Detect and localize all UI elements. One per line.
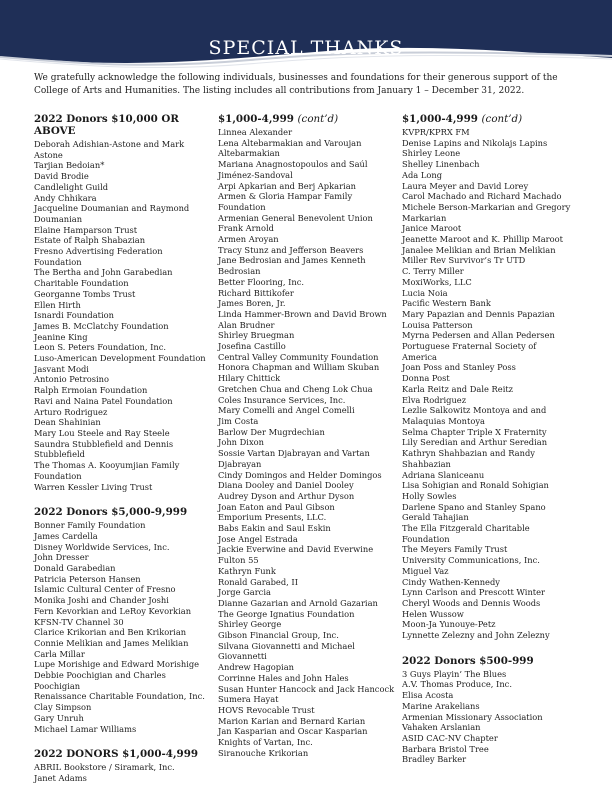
donor-name-line: KVPR/KPRX FM bbox=[402, 127, 470, 137]
donor-name-line: Diana Dooley and Daniel Dooley bbox=[218, 480, 354, 491]
donor-name-line: Janet Adams bbox=[34, 772, 87, 783]
donor-name-line: Elisa Acosta bbox=[402, 690, 454, 701]
donor-name-line: Bonner Family Foundation bbox=[34, 520, 146, 531]
donor-name-line: Richard Bittikofer bbox=[218, 287, 294, 298]
section-heading-text: $1,000-4,999 bbox=[402, 113, 478, 125]
section-heading-text: 2022 Donors $10,000 OR ABOVE bbox=[34, 113, 179, 137]
section-heading-continued: (cont’d) bbox=[297, 113, 339, 125]
donor-name-line: Lynnette Zelezny and John Zelezny bbox=[402, 630, 550, 641]
donor-name-line: Jorge Garcia bbox=[218, 587, 271, 598]
donor-name-line: Ravi and Naina Patel Foundation bbox=[34, 395, 173, 406]
donor-name-line: University Communications, Inc. bbox=[402, 555, 540, 566]
donor-name-line: Mary Lou Steele and Ray Steele bbox=[34, 427, 170, 438]
donor-name-line: Lucia Noia bbox=[402, 287, 448, 298]
donor-name-line: Shirley George bbox=[218, 619, 282, 630]
donor-name-line: Altebarmakian bbox=[218, 148, 280, 159]
donor-name-line: Leon S. Peters Foundation, Inc. bbox=[34, 342, 167, 353]
donor-column-2 bbox=[218, 113, 396, 772]
donor-section bbox=[402, 113, 580, 641]
donor-name-line: Markarian bbox=[402, 212, 447, 223]
donor-list bbox=[218, 127, 396, 758]
donor-name-line: Gary Unruh bbox=[34, 712, 84, 723]
donor-name-line: Elva Rodriguez bbox=[402, 394, 467, 405]
donor-name-line: Lezlie Salkowitz Montoya and and bbox=[402, 405, 547, 416]
donor-name-line: Deborah Adishian-Astone and Mark bbox=[34, 139, 185, 149]
donor-name-line: Selma Chapter Triple X Fraternity bbox=[402, 426, 547, 437]
section-heading bbox=[34, 113, 206, 137]
donor-name-line: Shirley Bruegman bbox=[218, 330, 295, 341]
donor-name-line: Ada Long bbox=[402, 169, 443, 180]
donor-list bbox=[34, 762, 206, 783]
donor-name-line: Holly Sowles bbox=[402, 490, 457, 501]
donor-name-line: Stubblefield bbox=[34, 449, 85, 460]
donor-name-line: Arturo Rodriguez bbox=[34, 406, 108, 417]
donor-name-line: Janalee Melikian and Brian Melikian bbox=[402, 244, 556, 255]
donor-name-line: ABRIL Bookstore / Siramark, Inc. bbox=[34, 762, 175, 773]
donor-name-line: Darlene Spano and Stanley Spano bbox=[402, 501, 546, 512]
donor-name-line: Pacific Western Bank bbox=[402, 298, 491, 309]
donor-name-line: Disney Worldwide Services, Inc. bbox=[34, 541, 170, 552]
donor-name-line: C. Terry Miller bbox=[402, 266, 464, 277]
donor-name-line: Astone bbox=[34, 149, 63, 160]
donor-name-line: Jasvant Modi bbox=[34, 363, 89, 374]
donor-name-line: Mariana Anagnostopoulos and Saúl bbox=[218, 159, 368, 170]
donor-name-line: Andy Chhikara bbox=[34, 192, 97, 203]
donor-name-line: Fulton 55 bbox=[218, 555, 259, 566]
section-heading bbox=[34, 506, 206, 518]
donor-name-line: Hilary Chittick bbox=[218, 373, 281, 384]
donor-name-line: Michael Lamar Williams bbox=[34, 723, 137, 734]
donor-name-line: Armenian Missionary Association bbox=[402, 711, 543, 722]
donor-name-line: Corrinne Hales and John Hales bbox=[218, 672, 349, 683]
donor-name-line: ASID CAC-NV Chapter bbox=[402, 732, 498, 743]
donor-name-line: Silvana Giovannetti and Michael bbox=[218, 640, 355, 651]
donor-name-line: Mary Comelli and Angel Comelli bbox=[218, 405, 355, 416]
donor-name-line: Foundation bbox=[402, 533, 450, 544]
donor-list bbox=[402, 669, 580, 765]
donor-name-line: Michele Berson-Markarian and Gregory bbox=[402, 201, 571, 212]
donor-name-line: Giovannetti bbox=[218, 651, 267, 662]
donor-name-line: Isnardi Foundation bbox=[34, 310, 114, 321]
donor-name-line: Bradley Barker bbox=[402, 754, 467, 765]
donor-name-line: Kathryn Shahbazian and Randy bbox=[402, 448, 535, 459]
donor-name-line: Audrey Dyson and Arthur Dyson bbox=[218, 490, 355, 501]
donor-name-line: Linda Hammer-Brown and David Brown bbox=[218, 308, 387, 319]
donor-name-line: James B. McClatchy Foundation bbox=[34, 320, 169, 331]
donor-name-line: Doumanian bbox=[34, 213, 83, 224]
donor-name-line: Joan Eaton and Paul Gibson bbox=[218, 501, 335, 512]
donor-name-line: Laura Meyer and David Lorey bbox=[402, 180, 529, 191]
donor-name-line: Cheryl Woods and Dennis Woods bbox=[402, 597, 541, 608]
donor-name-line: Saundra Stubblefield and Dennis bbox=[34, 438, 174, 449]
donor-name-line: Marion Karian and Bernard Karian bbox=[218, 715, 366, 726]
donor-name-line: Miller Rev Survivor’s Tr UTD bbox=[402, 255, 526, 266]
donor-name-line: Vahaken Arslanian bbox=[402, 722, 481, 733]
donor-name-line: Denise Lapins and Nikolajs Lapins bbox=[402, 137, 548, 148]
donor-name-line: KFSN-TV Channel 30 bbox=[34, 616, 124, 627]
donor-name-line: Barbara Bristol Tree bbox=[402, 743, 489, 754]
donor-name-line: Miguel Vaz bbox=[402, 565, 449, 576]
donor-name-line: Monika Joshi and Chander Joshi bbox=[34, 595, 169, 606]
donor-name-line: Renaissance Charitable Foundation, Inc. bbox=[34, 691, 205, 702]
donor-name-line: Babs Eakin and Saul Eskin bbox=[218, 523, 331, 534]
donor-section bbox=[34, 506, 206, 734]
donor-name-line: Jane Bedrosian and James Kenneth bbox=[218, 255, 366, 266]
donor-name-line: The Meyers Family Trust bbox=[402, 544, 508, 555]
section-heading-text: 2022 DONORS $1,000-4,999 bbox=[34, 748, 199, 761]
donor-name-line: Josefina Castillo bbox=[218, 341, 286, 352]
donor-name-line: Honora Chapman and William Skuban bbox=[218, 362, 380, 373]
donor-list bbox=[34, 520, 206, 734]
donor-name-line: Bedrosian bbox=[218, 266, 261, 277]
donor-name-line: Donald Garabedian bbox=[34, 563, 116, 574]
donor-name-line: Fern Kevorkian and LeRoy Kevorkian bbox=[34, 605, 192, 616]
donor-name-line: Better Flooring, Inc. bbox=[218, 276, 305, 287]
section-heading bbox=[402, 655, 580, 667]
donor-name-line: America bbox=[402, 351, 437, 362]
donor-column-1 bbox=[34, 113, 206, 798]
donor-name-line: John Dixon bbox=[218, 437, 264, 448]
donor-name-line: Antonio Petrosino bbox=[34, 374, 109, 385]
donor-name-line: Lynn Carlson and Prescott Winter bbox=[402, 587, 546, 598]
donor-name-line: Tracy Stunz and Jefferson Beavers bbox=[218, 244, 364, 255]
donor-name-line: Sumera Hayat bbox=[218, 694, 279, 705]
donor-name-line: Linnea Alexander bbox=[218, 127, 293, 137]
donor-name-line: Siranouche Krikorian bbox=[218, 747, 309, 758]
donor-name-line: 3 Guys Playin’ The Blues bbox=[402, 668, 507, 679]
section-heading-text: 2022 Donors $500-999 bbox=[402, 654, 534, 667]
donor-name-line: Jose Angel Estrada bbox=[218, 533, 298, 544]
page-title: SPECIAL THANKS bbox=[208, 37, 404, 59]
donor-name-line: Karla Reitz and Dale Reitz bbox=[402, 383, 514, 394]
donor-name-line: David Brodie bbox=[34, 171, 89, 182]
donor-name-line: Cindy Domingos and Helder Domingos bbox=[218, 469, 382, 480]
donor-section bbox=[402, 655, 580, 765]
donor-name-line: Malaquias Montoya bbox=[402, 415, 485, 426]
donor-name-line: Knights of Vartan, Inc. bbox=[218, 737, 313, 748]
donor-name-line: Dean Shahinian bbox=[34, 417, 101, 428]
donor-name-line: Sossie Vartan Djabrayan and Vartan bbox=[218, 448, 370, 459]
donor-name-line: Coles Insurance Services, Inc. bbox=[218, 394, 346, 405]
donor-name-line: Cindy Wathen-Kennedy bbox=[402, 576, 500, 587]
donor-name-line: Armenian General Benevolent Union bbox=[218, 212, 373, 223]
donor-name-line: Gibson Financial Group, Inc. bbox=[218, 630, 339, 641]
donor-section bbox=[218, 113, 396, 758]
donor-name-line: HOVS Revocable Trust bbox=[218, 704, 315, 715]
donor-name-line: Janice Maroot bbox=[402, 223, 462, 234]
donor-name-line: Jeanine King bbox=[34, 331, 88, 342]
donor-name-line: Portuguese Fraternal Society of bbox=[402, 341, 537, 352]
donor-column-3 bbox=[402, 113, 580, 779]
donor-name-line: Elaine Hamparson Trust bbox=[34, 224, 138, 235]
donor-name-line: Lisa Sohigian and Ronald Sohigian bbox=[402, 480, 549, 491]
donor-name-line: Luso-American Development Foundation bbox=[34, 353, 206, 364]
donor-name-line: Ralph Ermoian Foundation bbox=[34, 385, 148, 396]
donor-name-line: Susan Hunter Hancock and Jack Hancock bbox=[218, 683, 395, 694]
section-heading bbox=[34, 748, 206, 760]
donor-name-line: Moon-Ja Yunouye-Petz bbox=[402, 619, 496, 630]
donor-section bbox=[34, 748, 206, 783]
donor-name-line: Shelley Linenbach bbox=[402, 159, 480, 170]
donor-name-line: Foundation bbox=[34, 470, 82, 481]
donor-name-line: Donna Post bbox=[402, 373, 450, 384]
donor-name-line: Central Valley Community Foundation bbox=[218, 351, 379, 362]
donor-name-line: Lena Altebarmakian and Varoujan bbox=[218, 137, 362, 148]
donor-name-line: Djabrayan bbox=[218, 458, 262, 469]
donor-name-line: Andrew Hagopian bbox=[218, 662, 295, 673]
section-heading-text: $1,000-4,999 bbox=[218, 113, 294, 125]
donor-name-line: Patricia Peterson Hansen bbox=[34, 573, 141, 584]
donor-name-line: Gerald Tahajian bbox=[402, 512, 469, 523]
donor-list bbox=[34, 139, 206, 492]
donor-name-line: Carla Millar bbox=[34, 648, 85, 659]
donor-name-line: Lupe Morishige and Edward Morishige bbox=[34, 659, 200, 670]
donor-name-line: Candlelight Guild bbox=[34, 181, 109, 192]
donor-name-line: Jeanette Maroot and K. Phillip Maroot bbox=[402, 234, 563, 245]
donor-name-line: Helen Wussow bbox=[402, 608, 464, 619]
donor-name-line: Louisa Patterson bbox=[402, 319, 473, 330]
donor-name-line: Ronald Garabed, II bbox=[218, 576, 298, 587]
donor-name-line: Gretchen Chua and Cheng Lok Chua bbox=[218, 383, 373, 394]
donor-name-line: Armen & Gloria Hampar Family bbox=[218, 191, 353, 202]
intro-paragraph: We gratefully acknowledge the following individuals, businesses and foundations for their generous support of the College of Arts and Humanities. The listing includes all contributions from January 1 – December 31, 2022. bbox=[34, 73, 558, 96]
donor-name-line: The Thomas A. Kooyumjian Family bbox=[34, 460, 180, 471]
donor-name-line: Armen Aroyan bbox=[218, 234, 279, 245]
donor-name-line: Shahbazian bbox=[402, 458, 451, 469]
donor-name-line: Frank Arnold bbox=[218, 223, 274, 234]
donor-name-line: Clarice Krikorian and Ben Krikorian bbox=[34, 627, 187, 638]
donor-name-line: Tarjian Bedoian* bbox=[34, 160, 105, 171]
donor-name-line: Myrna Pedersen and Allan Pedersen bbox=[402, 330, 555, 341]
section-heading bbox=[402, 113, 580, 125]
donor-name-line: Jiménez-Sandoval bbox=[218, 169, 293, 180]
donor-name-line: Warren Kessler Living Trust bbox=[34, 481, 153, 492]
donor-name-line: Barlow Der Mugrdechian bbox=[218, 426, 325, 437]
donor-name-line: Foundation bbox=[218, 201, 266, 212]
donor-name-line: The George Ignatius Foundation bbox=[218, 608, 355, 619]
section-heading bbox=[218, 113, 396, 125]
donor-name-line: Georganne Tombs Trust bbox=[34, 288, 136, 299]
donor-name-line: Islamic Cultural Center of Fresno bbox=[34, 584, 176, 595]
donor-name-line: James Cardella bbox=[34, 530, 98, 541]
donor-name-line: Debbie Poochigian and Charles Poochigian bbox=[34, 670, 166, 691]
donor-name-line: Jacqueline Doumanian and Raymond bbox=[34, 203, 190, 214]
donor-name-line: A.V. Thomas Produce, Inc. bbox=[402, 679, 512, 690]
donor-name-line: Clay Simpson bbox=[34, 702, 92, 713]
donor-name-line: Emporium Presents, LLC. bbox=[218, 512, 327, 523]
donor-name-line: Connie Melikian and James Melikian bbox=[34, 637, 189, 648]
donor-name-line: The Ella Fitzgerald Charitable bbox=[402, 523, 530, 534]
donor-name-line: Jan Kasparian and Oscar Kasparian bbox=[218, 726, 368, 737]
donor-name-line: Mary Papazian and Dennis Papazian bbox=[402, 308, 555, 319]
donor-name-line: Jackie Everwine and David Everwine bbox=[218, 544, 374, 555]
donor-name-line: Ellen Hirth bbox=[34, 299, 81, 310]
donor-name-line: Marine Arakelians bbox=[402, 700, 480, 711]
donor-name-line: Estate of Ralph Shabazian bbox=[34, 235, 146, 246]
donor-name-line: Lily Seredian and Arthur Seredian bbox=[402, 437, 548, 448]
donor-name-line: James Boren, Jr. bbox=[218, 298, 286, 309]
donor-name-line: Adriana Slaniceanu bbox=[402, 469, 485, 480]
donor-name-line: Kathryn Funk bbox=[218, 565, 276, 576]
donor-name-line: Alan Brudner bbox=[218, 319, 275, 330]
donor-name-line: John Dresser bbox=[34, 552, 89, 563]
donor-name-line: MoxiWorks, LLC bbox=[402, 276, 472, 287]
donor-name-line: Carol Machado and Richard Machado bbox=[402, 191, 562, 202]
donor-name-line: Dianne Gazarian and Arnold Gazarian bbox=[218, 597, 378, 608]
donor-name-line: Joan Poss and Stanley Poss bbox=[402, 362, 516, 373]
donor-name-line: The Bertha and John Garabedian bbox=[34, 267, 173, 278]
donor-list bbox=[402, 127, 580, 641]
donor-name-line: Shirley Leone bbox=[402, 148, 461, 159]
donor-name-line: Jim Costa bbox=[218, 415, 259, 426]
donor-name-line: Arpi Apkarian and Berj Apkarian bbox=[218, 180, 356, 191]
donor-name-line: Fresno Advertising Federation Foundation bbox=[34, 246, 163, 267]
donor-name-line: Charitable Foundation bbox=[34, 278, 129, 289]
section-heading-continued: (cont’d) bbox=[481, 113, 523, 125]
section-heading-text: 2022 Donors $5,000-9,999 bbox=[34, 506, 188, 519]
donor-section bbox=[34, 113, 206, 492]
